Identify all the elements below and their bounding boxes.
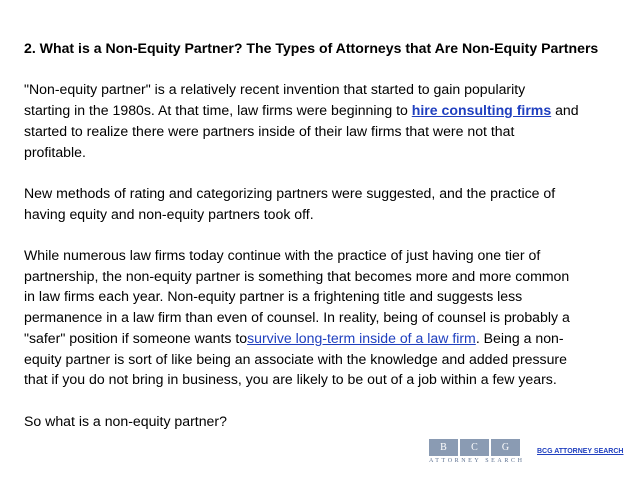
article-body [24, 38, 620, 452]
bcg-attorney-search-link[interactable]: BCG ATTORNEY SEARCH [537, 448, 624, 455]
paragraph-methods [24, 183, 620, 224]
paragraph-tiers [24, 245, 620, 390]
text-span: starting in the 1980s. At that time, law firms were beginning to [24, 102, 412, 119]
logo-letter-c: C [460, 439, 489, 456]
text-line: profitable. [24, 143, 86, 160]
text-span: . Being a non- [475, 329, 564, 346]
text-line: equity partner is sort of like being an associate with the knowledge and added pressure [24, 350, 567, 367]
text-line: that if you do not bring in business, you are likely to be out of a job within a few years. [24, 371, 557, 388]
text-line: permanence in a law firm than even of counsel. In reality, being of counsel is probably a [24, 309, 570, 326]
logo-subtitle: ATTORNEY SEARCH [429, 458, 525, 464]
logo-letter-g: G [491, 439, 520, 456]
text-line: having equity and non-equity partners took off. [24, 205, 314, 222]
paragraph-origin [24, 79, 620, 162]
text-line: started to realize there were partners inside of their law firms that were not that [24, 122, 515, 139]
text-line: While numerous law firms today continue with the practice of just having one tier of [24, 246, 541, 263]
hire-consulting-firms-link[interactable]: hire consulting firms [411, 102, 552, 119]
survive-long-term-link[interactable]: survive long-term inside of a law firm [247, 329, 476, 346]
text-line: "Non-equity partner" is a relatively recent invention that started to gain popularity [24, 81, 526, 98]
text-span: and [551, 102, 579, 119]
text-line [24, 100, 620, 121]
closing-question: So what is a non-equity partner? [24, 412, 227, 429]
section-heading: 2. What is a Non-Equity Partner? The Types of Attorneys that Are Non-Equity Partners [24, 40, 599, 56]
logo-letters [429, 439, 521, 456]
text-line: New methods of rating and categorizing partners were suggested, and the practice of [24, 184, 556, 201]
logo-letter-b: B [429, 439, 458, 456]
text-line: partnership, the non-equity partner is something that becomes more and more common [24, 267, 570, 284]
bcg-logo [429, 439, 525, 467]
text-span: "safer" position if someone wants to [24, 329, 248, 346]
text-line: in law firms each year. Non-equity partner is a frightening title and suggests less [24, 288, 523, 305]
text-line [24, 328, 620, 349]
